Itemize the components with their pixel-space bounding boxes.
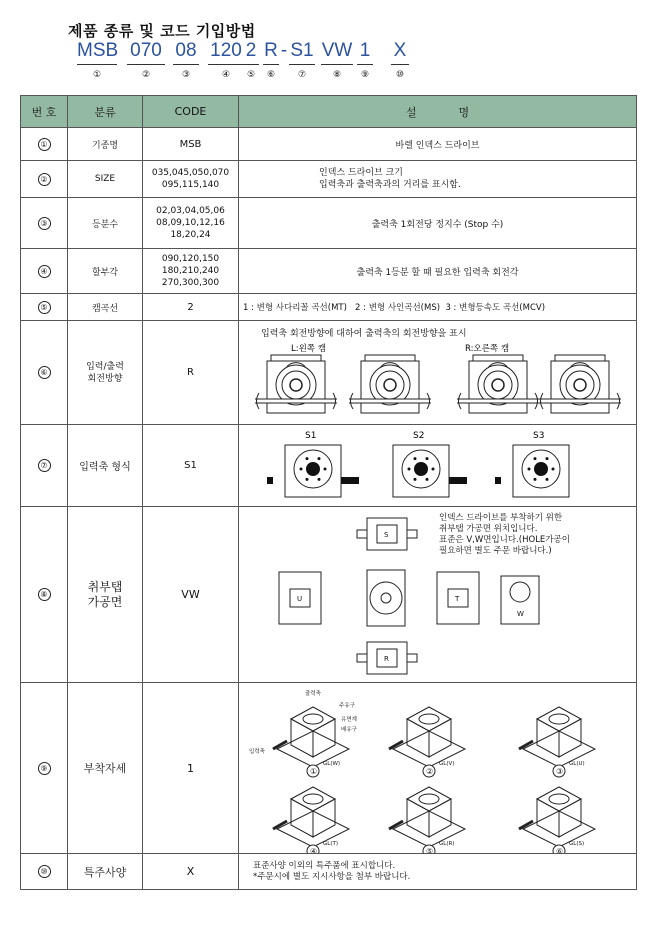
row-category: 부착자세	[68, 683, 143, 854]
input-shaft	[495, 477, 501, 484]
row-category: 캠곡선	[68, 294, 143, 321]
bolt-hole	[318, 477, 321, 480]
face-label: S	[384, 530, 389, 539]
left-cam-label: L:왼쪽 캠	[291, 344, 326, 354]
row-code: MSB	[143, 128, 239, 161]
row-code: R	[143, 321, 239, 425]
output-dial	[303, 794, 323, 804]
shaft-label-s2: S2	[413, 430, 425, 441]
row-desc-shaft	[239, 425, 637, 507]
header-no: 번 호	[21, 96, 68, 128]
bolt-hole	[426, 457, 429, 460]
table-row	[21, 249, 637, 294]
shaft-label-s1: S1	[305, 430, 317, 441]
code-segment: R ⑥	[264, 40, 278, 80]
flange-plate	[473, 355, 523, 361]
flange-plate	[365, 355, 415, 361]
position-number: ⑥	[556, 847, 564, 853]
code-segment: -	[280, 40, 288, 61]
callout-oil-drain: 배유구	[341, 727, 357, 733]
callout-gl: GL(T)	[323, 841, 338, 847]
row-desc-positions	[239, 683, 637, 854]
code-segment: 120 ④	[208, 40, 244, 81]
code-segment: 2 ⑤	[243, 40, 259, 81]
row-code: 02,03,04,05,06 08,09,10,12,16 18,20,24	[143, 198, 239, 249]
bolt-hole	[414, 457, 417, 460]
row-number: ⑤	[21, 294, 68, 321]
code-segment: VW ⑧	[321, 40, 353, 80]
row-code: 035,045,050,070 095,115,140	[143, 161, 239, 198]
callout-gl: GL(U)	[569, 761, 585, 767]
output-hub	[414, 462, 428, 476]
table-row	[21, 161, 637, 198]
row-category: 특주사양	[68, 854, 143, 890]
flange-plate	[271, 355, 321, 361]
shaft-label-s3: S3	[533, 430, 545, 441]
row-code: 2	[143, 294, 239, 321]
callout-input-shaft: 입력축	[249, 749, 265, 755]
output-hub	[534, 462, 548, 476]
bolt-hole	[534, 477, 537, 480]
row-desc: 출력축 1회전당 정지수 (Stop 수)	[239, 198, 637, 249]
row-number: ③	[21, 198, 68, 249]
bolt-hole	[414, 477, 417, 480]
row-category: 기종명	[68, 128, 143, 161]
row-number: ⑧	[21, 507, 68, 683]
row-desc-rotation	[239, 321, 637, 425]
bolt-hole	[306, 477, 309, 480]
position-number: ③	[556, 767, 564, 776]
table-row	[21, 683, 637, 854]
mounting-positions-figure	[239, 683, 635, 853]
output-hub	[384, 379, 396, 391]
code-segment: MSB ①	[77, 40, 119, 80]
bolt-hole	[324, 467, 327, 470]
input-shaft	[449, 477, 467, 484]
shaft-stub	[407, 654, 417, 662]
face-label: U	[297, 594, 303, 603]
bolt-hole	[306, 457, 309, 460]
callout-gl: GL(V)	[439, 761, 455, 767]
mounting-faces-figure	[239, 508, 635, 682]
bolt-hole	[528, 467, 531, 470]
row-number: ②	[21, 161, 68, 198]
table-row	[21, 321, 637, 425]
callout-gl: GL(W)	[323, 761, 341, 767]
bolt-hole	[546, 477, 549, 480]
rotation-direction-figure	[243, 339, 631, 419]
row-category: SIZE	[68, 161, 143, 198]
table-row	[21, 294, 637, 321]
position-number: ⑤	[426, 847, 434, 853]
face-label: T	[455, 594, 460, 603]
row-number: ⑥	[21, 321, 68, 425]
bolt-hole	[546, 457, 549, 460]
output-hub	[381, 593, 391, 603]
row-desc: 출력축 1등분 할 때 필요한 입력축 회전각	[239, 249, 637, 294]
position-number: ④	[310, 847, 318, 853]
table-row	[21, 507, 637, 683]
row-desc: 표준사양 이외의 특주품에 표시합니다. *주문시에 별도 지시사항을 첨부 바랍니다.	[239, 854, 637, 890]
row-category: 등분수	[68, 198, 143, 249]
code-segment: S1 ⑦	[290, 40, 314, 80]
shaft-stub	[357, 530, 367, 538]
output-hub	[290, 379, 302, 391]
row-code: S1	[143, 425, 239, 507]
table-header-row	[21, 96, 637, 128]
row-code: 090,120,150 180,210,240 270,300,300	[143, 249, 239, 294]
output-dial	[419, 714, 439, 724]
input-shaft-figure	[243, 427, 631, 505]
input-shaft	[341, 477, 359, 484]
page-title: 제품 종류 및 코드 기입방법	[68, 22, 256, 40]
face-label: W	[517, 609, 524, 618]
row-number: ①	[21, 128, 68, 161]
row-code: VW	[143, 507, 239, 683]
header-category: 분류	[68, 96, 143, 128]
table-row	[21, 854, 637, 890]
callout-output-shaft: 출력축	[305, 691, 321, 697]
row-desc: 인덱스 드라이브 크기 입력축과 출력축과의 거리를 표시함.	[239, 161, 637, 198]
header-code: CODE	[143, 96, 239, 128]
position-number: ①	[310, 767, 318, 776]
table-row	[21, 198, 637, 249]
row-code: X	[143, 854, 239, 890]
code-segment: 1 ⑨	[357, 40, 373, 81]
bolt-hole	[318, 457, 321, 460]
callout-oil-gauge: 유면계	[341, 717, 357, 723]
shaft-stub	[407, 530, 417, 538]
row-number: ⑨	[21, 683, 68, 854]
output-dial	[549, 794, 569, 804]
shaft-stub	[357, 654, 367, 662]
face-label: R	[384, 654, 389, 663]
flange-plate	[555, 355, 605, 361]
row-category: 할부각	[68, 249, 143, 294]
bolt-hole	[552, 467, 555, 470]
code-segment: 08 ③	[173, 40, 199, 81]
bolt-hole	[408, 467, 411, 470]
position-number: ②	[426, 767, 434, 776]
code-segment: X ⑩	[391, 40, 409, 81]
bolt-hole	[300, 467, 303, 470]
output-dial	[303, 714, 323, 724]
bolt-hole	[534, 457, 537, 460]
bolt-hole	[426, 477, 429, 480]
row-number: ④	[21, 249, 68, 294]
output-dial	[419, 794, 439, 804]
row-code: 1	[143, 683, 239, 854]
row-category: 입력축 형식	[68, 425, 143, 507]
callout-oil-inlet: 주유구	[339, 703, 355, 709]
header-desc: 설 명	[239, 96, 637, 128]
input-shaft	[267, 477, 273, 484]
row-desc: 바렐 인덱스 드라이브	[239, 128, 637, 161]
table-row	[21, 128, 637, 161]
spec-table	[20, 95, 637, 890]
output-dial	[510, 582, 530, 602]
row-number: ⑩	[21, 854, 68, 890]
row-number: ⑦	[21, 425, 68, 507]
output-dial	[549, 714, 569, 724]
bolt-hole	[432, 467, 435, 470]
code-segment: 070 ②	[127, 40, 165, 81]
output-hub	[574, 379, 586, 391]
output-hub	[492, 379, 504, 391]
table-row	[21, 425, 637, 507]
row-category: 입력/출력 회전방향	[68, 321, 143, 425]
faces-caption: 인덱스 드라이브를 부착하기 위한 취부탭 가공면 위치입니다. 표준은 V,W면입니다.(HOLE가공이 필요하면 별도 주문 바랍니다.)	[439, 513, 570, 556]
callout-gl: GL(R)	[439, 841, 455, 847]
right-cam-label: R:오른쪽 캠	[465, 344, 510, 354]
row-desc-faces	[239, 507, 637, 683]
output-hub	[306, 462, 320, 476]
row-category: 취부탭 가공면	[68, 507, 143, 683]
rotation-caption: 입력축 회전방향에 대하여 출력축의 회전방향을 표시	[261, 329, 467, 339]
row-desc: 1 : 변형 사다리꼴 곡선(MT) 2 : 변형 사인곡선(MS) 3 : 변형등속도 곡선(MCV)	[239, 294, 637, 321]
callout-gl: GL(S)	[569, 841, 585, 847]
